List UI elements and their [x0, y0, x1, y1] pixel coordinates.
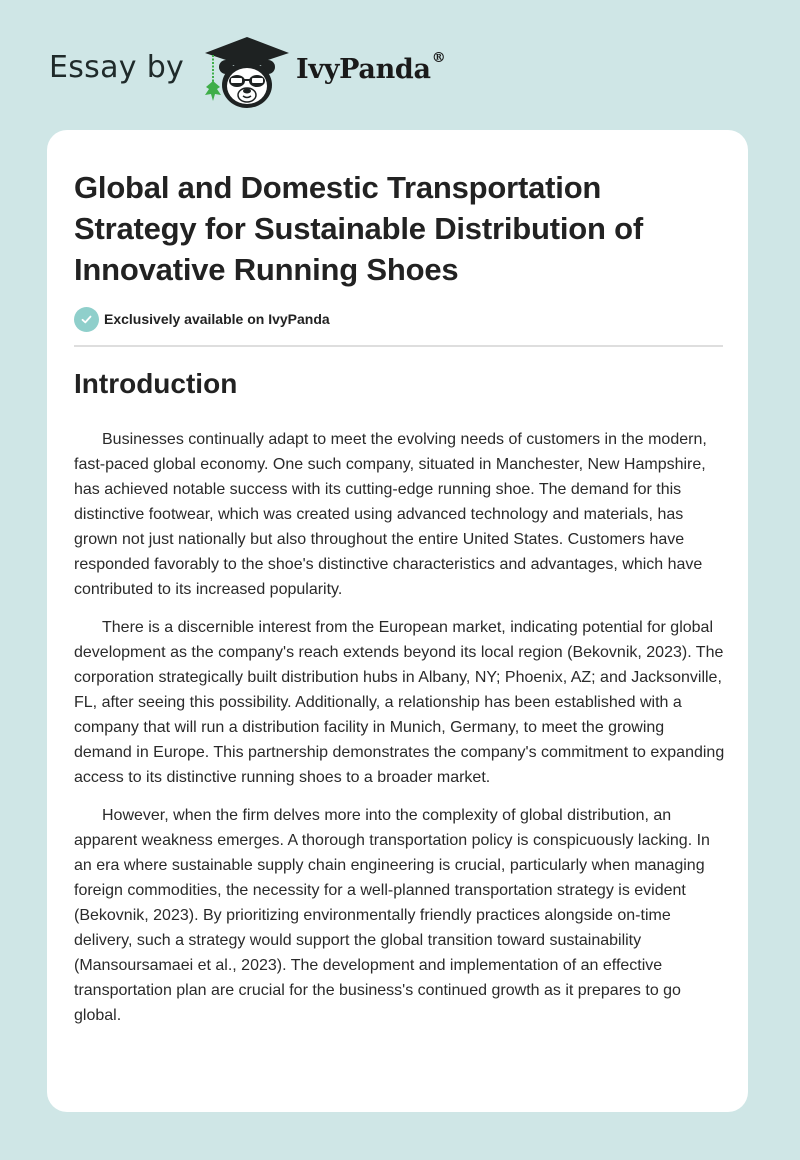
section-body-introduction — [74, 427, 726, 1041]
page-title: Global and Domestic Transportation Strategy for Sustainable Distribution of Innovative Running Shoes — [74, 170, 643, 287]
essay-by-label: Essay by — [49, 50, 185, 85]
essay-card — [47, 130, 748, 1112]
section-heading-introduction: Introduction — [74, 368, 238, 399]
paragraph: Businesses continually adapt to meet the evolving needs of customers in the modern, fast-paced global economy. One such company, situated in Manchester, New Hampshire, has achieved notable success with its cutting-edge running shoe. The demand for this distinctive footwear, which was created using advanced technology and materials, has grown not just nationally but also throughout the entire United States. Customers have responded favorably to the shoe's distinctive characteristics and advantages, which have contributed to its increased popularity. — [74, 431, 707, 598]
exclusive-badge-text: Exclusively available on IvyPanda — [104, 311, 330, 327]
registered-mark: ® — [431, 50, 446, 66]
site-header — [0, 0, 800, 130]
paragraph: There is a discernible interest from the European market, indicating potential for global development as the company's reach extends beyond its local region (Bekovnik, 2023). The corporation strategically built distribution hubs in Albany, NY; Phoenix, AZ; and Jacksonville, FL, after seeing this possibility. Additionally, a relationship has been established with a company that will run a distribution facility in Munich, Germany, to meet the growing demand in Europe. This partnership demonstrates the company's commitment to expanding access to its distinctive running shoes to a broader market. — [74, 619, 725, 786]
panda-graduation-cap-icon[interactable] — [202, 35, 292, 110]
divider — [74, 345, 723, 347]
brand-logo-text[interactable] — [296, 50, 446, 85]
brand-name: IvyPanda — [296, 54, 431, 85]
paragraph: However, when the firm delves more into the complexity of global distribution, an apparent weakness emerges. A thorough transportation policy is conspicuously lacking. In an era where sustainable supply chain engineering is crucial, particularly when managing foreign commodities, the necessity for a well-planned transportation strategy is evident (Bekovnik, 2023). By prioritizing environmentally friendly practices alongside on-time delivery, such a strategy would support the global transition toward sustainability (Mansoursamaei et al., 2023). The development and implementation of an effective transportation plan are crucial for the business's continued growth as it prepares to go global. — [74, 807, 710, 1024]
exclusive-badge — [74, 306, 330, 332]
check-circle-icon — [74, 307, 99, 332]
